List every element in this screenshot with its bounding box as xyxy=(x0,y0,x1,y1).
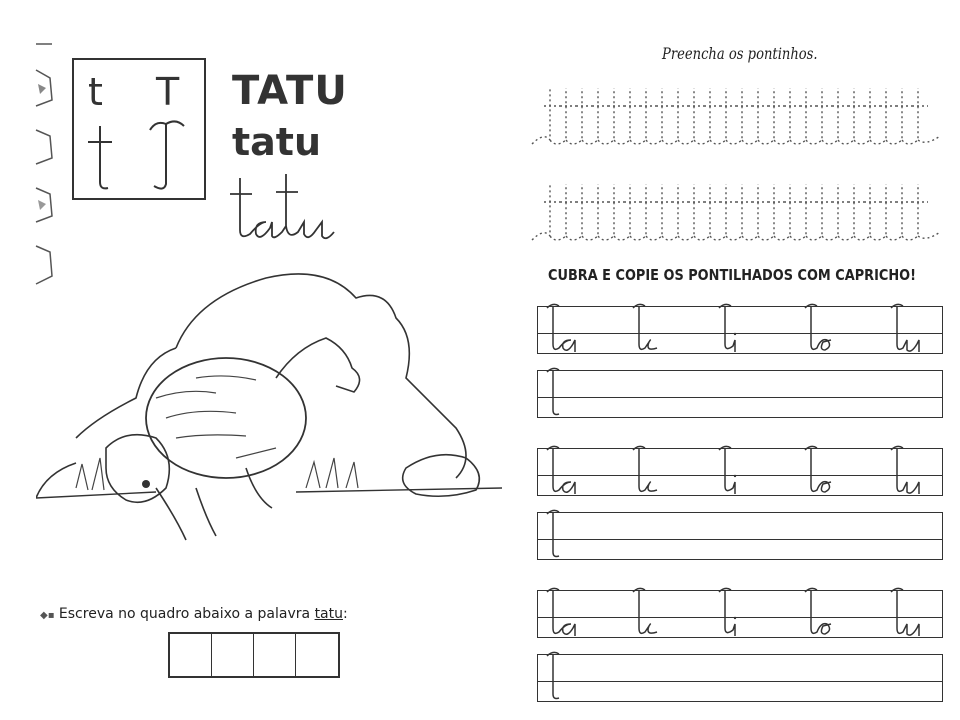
answer-box-1[interactable] xyxy=(170,634,212,676)
word-uppercase: TATU xyxy=(232,68,348,114)
answer-box-4[interactable] xyxy=(296,634,338,676)
answer-box-3[interactable] xyxy=(254,634,296,676)
armadillo-illustration xyxy=(36,268,506,558)
print-lowercase-t: t xyxy=(88,70,103,114)
cursive-syllables xyxy=(537,300,943,700)
write-instruction-colon: : xyxy=(343,606,348,622)
write-instruction-word: tatu xyxy=(314,606,343,622)
answer-box-2[interactable] xyxy=(212,634,254,676)
copy-heading: CUBRA E COPIE OS PONTILHADOS COM CAPRICHO! xyxy=(548,266,917,284)
trace-instruction: Preencha os pontinhos. xyxy=(662,44,818,63)
write-instruction-text: Escreva no quadro abaixo a palavra xyxy=(58,606,315,622)
dotted-trace-rows xyxy=(530,74,950,250)
bullet-icon: ◆▪ xyxy=(40,610,55,621)
cursive-t-letters xyxy=(74,60,204,198)
cursive-word-tatu xyxy=(226,170,356,246)
print-uppercase-t: T xyxy=(156,70,180,114)
word-lowercase: tatu xyxy=(232,120,322,164)
write-instruction xyxy=(40,606,348,622)
side-tab-marks xyxy=(34,40,58,290)
letter-box xyxy=(72,58,206,200)
answer-boxes xyxy=(168,632,340,678)
